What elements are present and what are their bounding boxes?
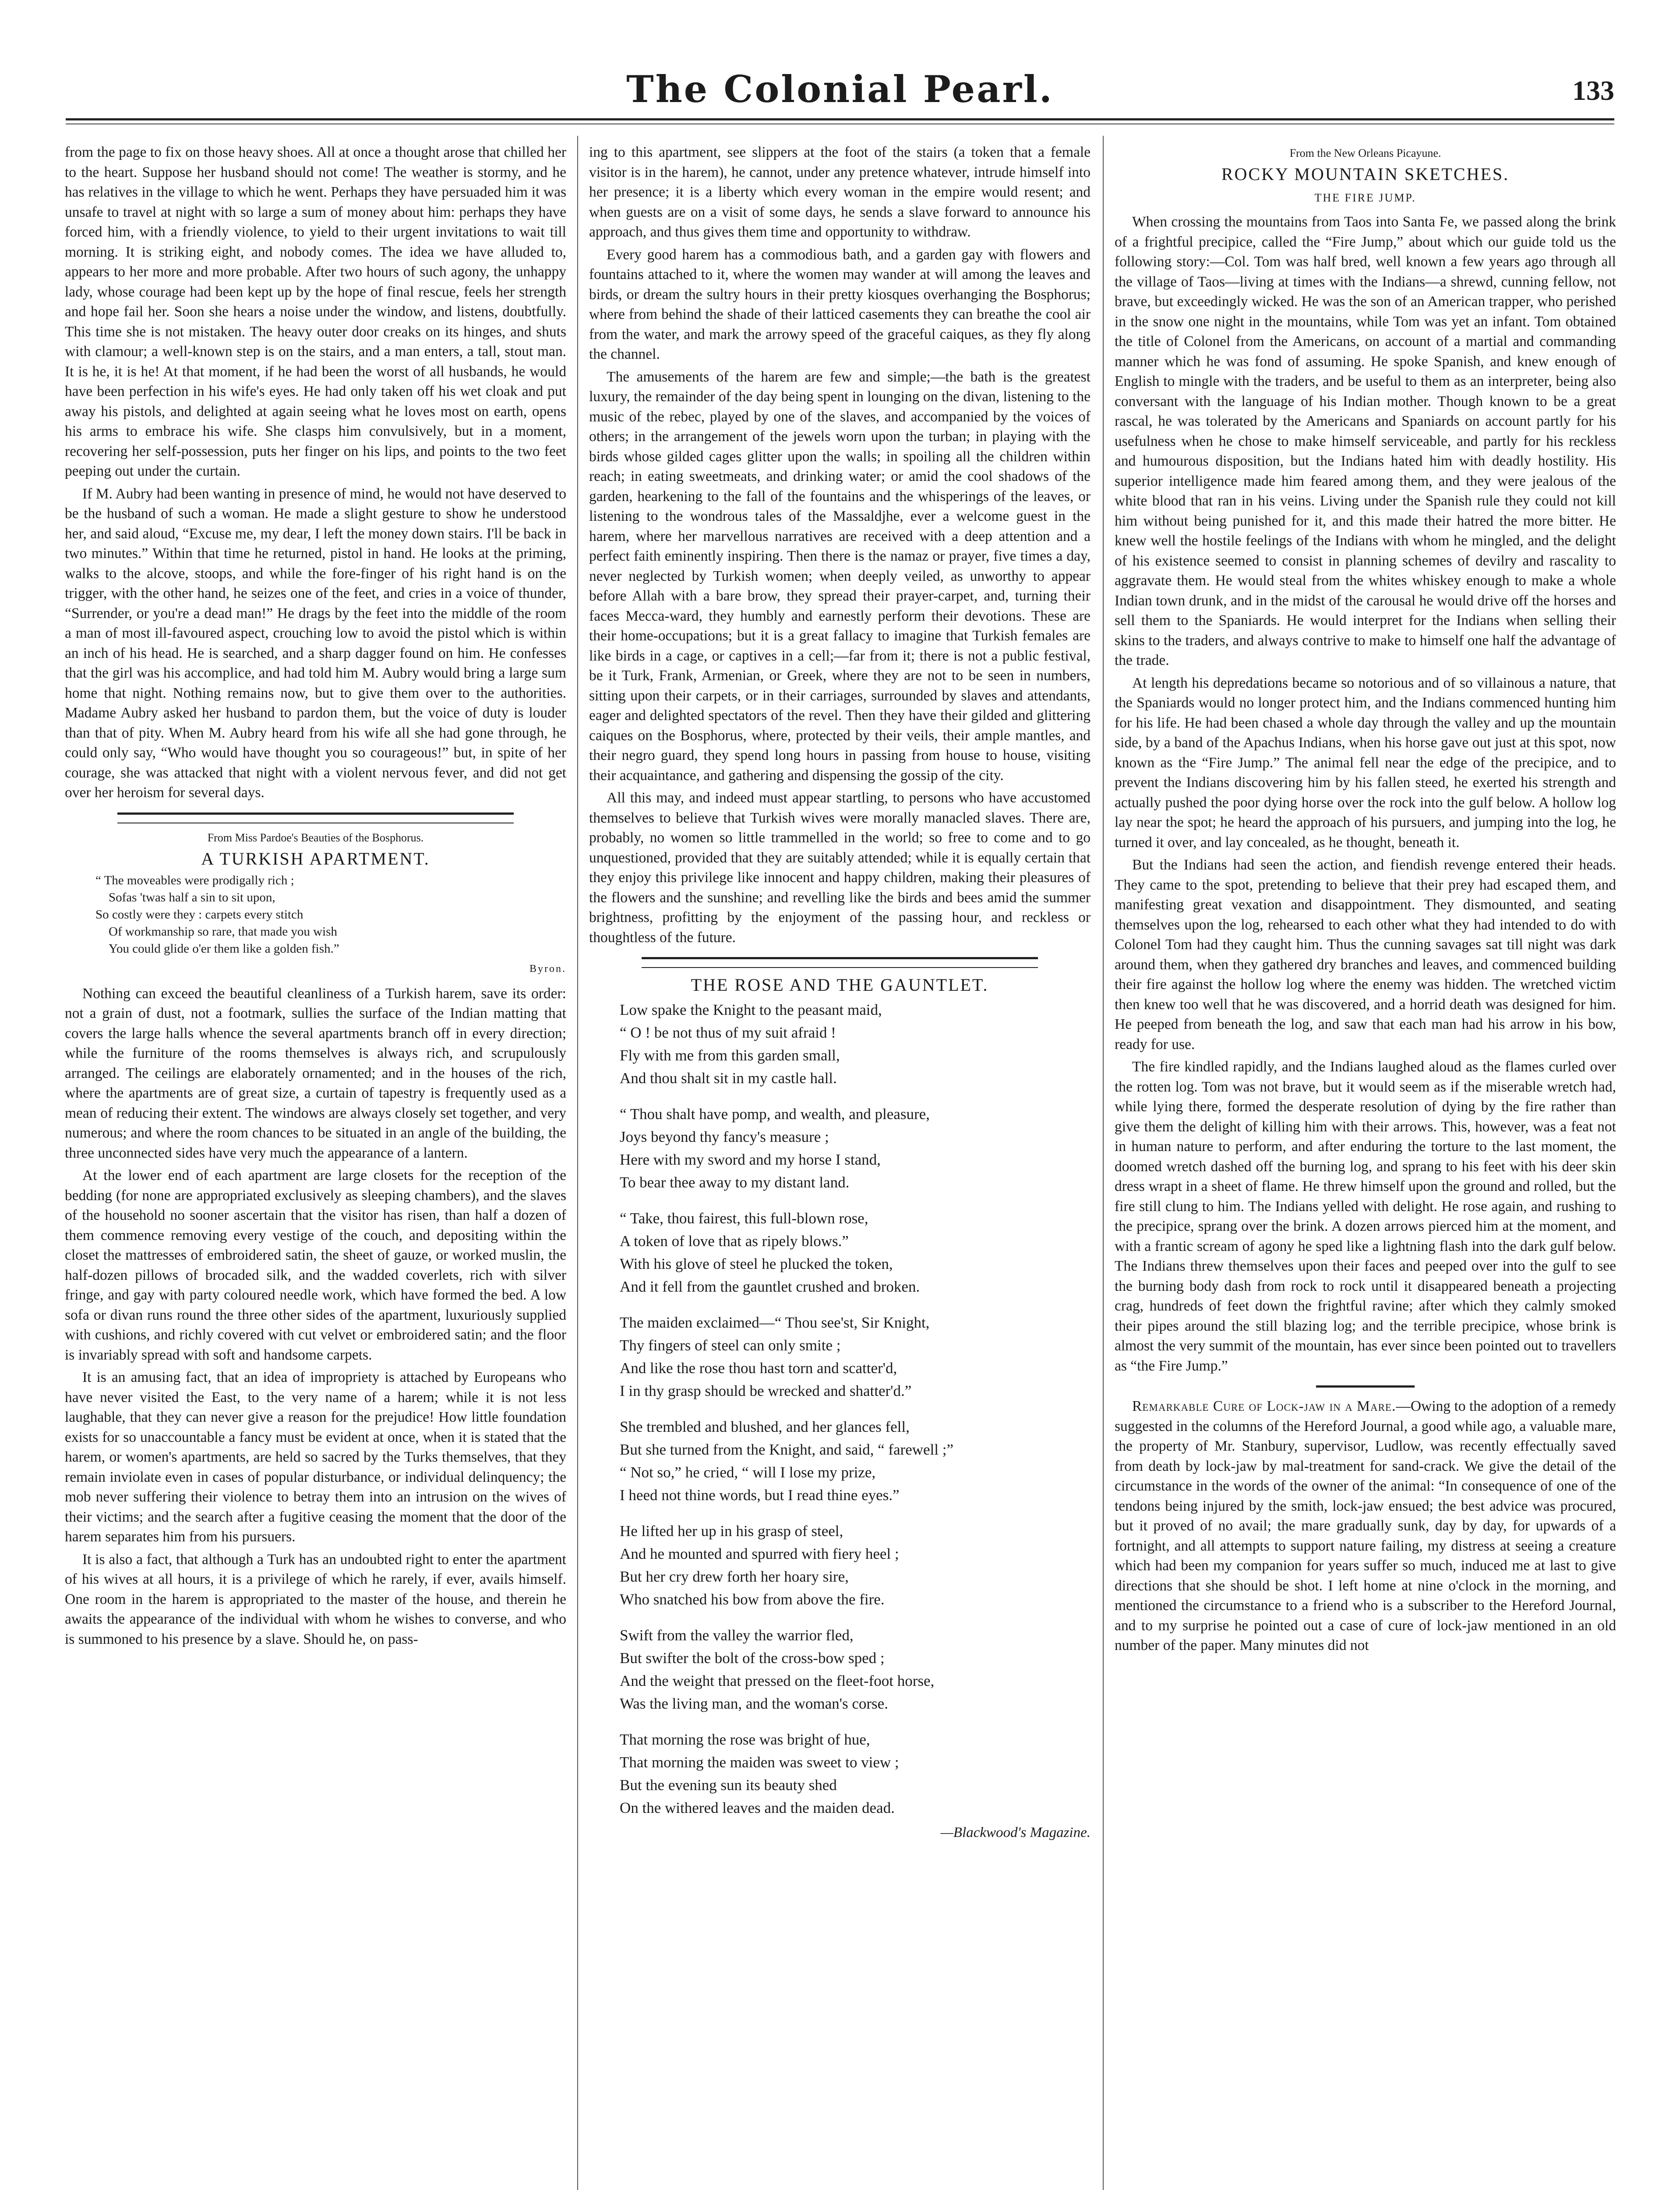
epigraph-line: Of workmanship so rare, that made you wish bbox=[109, 925, 337, 939]
poem-line: And like the rose thou hast torn and scatter'd, bbox=[620, 1359, 897, 1377]
column-1 bbox=[65, 142, 566, 2190]
poem-line: And the weight that pressed on the fleet-foot horse, bbox=[620, 1672, 935, 1689]
poem-line: That morning the maiden was sweet to view ; bbox=[620, 1753, 899, 1771]
article-paragraph bbox=[1115, 1396, 1616, 1656]
section-separator bbox=[642, 957, 1038, 968]
article-paragraph: When crossing the mountains from Taos into Santa Fe, we passed along the brink of a frightful precipice, called the “Fire Jump,” about which our guide told us the following story:—Col. Tom was half bred, well known a few years ago through all the village of Taos—living at times with the Indians—a shrewd, cunning fellow, not brave, but exceedingly wicked. He was the son of an American trapper, who perished in the snow one night in the mountains, while Tom was yet an infant. Tom obtained the title of Colonel from the Americans, on account of a martial and commanding manner which he was fond of assuming. He spoke Spanish, and knew enough of English to mingle with the traders, and be useful to them as an interpreter, being also conversant with the language of his Indian mother. Though known to be a great rascal, he was tolerated by the Americans and Spaniards on account partly for his usefulness when he chose to make himself serviceable, and partly for his reckless and humourous disposition, but the Indians hated him with deadly hostility. His superior intelligence made him feared among them, and they were jealous of the white blood that ran in his veins. Living under the Spanish rule they could not kill him without being punished for it, and this made their hatred the more bitter. He knew well the hostile feelings of the Indians with whom he mingled, and the delight of his existence seemed to consist in planning schemes of devilry and rascality to aggravate them. He would steal from the whites whiskey enough to make a whole Indian town drunk, and in the midst of the carousal he would drive off the horses and sell them to the Spaniards. He would interpret for the Indians when selling their skins to the traders, and always contrive to make to himself one half the advantage of the trade. bbox=[1115, 214, 1616, 668]
article-paragraph: Nothing can exceed the beautiful cleanliness of a Turkish harem, save its order: not a grain of dust, not a footmark, sullies the surface of the Indian matting that covers the large halls whence the several apartments branch off in every direction; while the furniture of the rooms themselves is always rich, and scrupulously arranged. The ceilings are elaborately ornamented; and in the houses of the rich, where the apartments are of great size, a curtain of tapestry is frequently used as a mean of reducing their extent. The windows are always closely set together, and very numerous; and where the room chances to be situated in an angle of the building, the three unconnected sides have very much the appearance of a lantern. bbox=[65, 985, 566, 1161]
article-source: From the New Orleans Picayune. bbox=[1289, 147, 1441, 159]
poem-line: Joys beyond thy fancy's measure ; bbox=[620, 1128, 829, 1145]
article-subtitle: THE FIRE JUMP. bbox=[1314, 191, 1416, 204]
poem-line: Here with my sword and my horse I stand, bbox=[620, 1151, 881, 1168]
article-text: —Owing to the adoption of a remedy suggested in the columns of the Hereford Journal, a good while ago, a valuable mare, the property of Mr. Stanbury, supervisor, Ludlow, was recently effectually saved from death by lock-jaw by mal-treatment for sand-crack. We give the detail of the circumstance in the words of the owner of the animal: “In consequence of one of the tendons being injured by the smith, lock-jaw ensued; the best advice was procured, but it proved of no avail; the mare gradually sunk, day by day, for upwards of a fortnight, and all attempts to support nature failing, my distress at seeing a creature which had been my companion for years suffer so much, induced me at last to give directions that she should be shot. I left home at nine o'clock in the morning, and mentioned the circumstance to a friend who is a subscriber to the Hereford Journal, and to my surprise he pointed out a case of cure of lock-jaw mentioned in an old number of the paper. Many minutes did not bbox=[1115, 1398, 1616, 1653]
poem-line: A token of love that as ripely blows.” bbox=[620, 1232, 849, 1250]
story-paragraph: from the page to fix on those heavy shoes. All at once a thought arose that chilled her to the heart. Suppose her husband should not come! The weather is stormy, and he has relatives in the village to which he went. Perhaps they have persuaded him it was unsafe to travel at night with so large a sum of money about him: perhaps they have forced him, with a friendly violence, to yield to their urgent invitations to wait till morning. It is striking eight, and nobody comes. The idea we have alluded to, appears to her more and more probable. After two hours of such agony, the unhappy lady, whose courage had been kept up by the hope of final rescue, feels her strength and hope fail her. Soon she hears a noise under the window, and listens, doubtfully. This time she is not mistaken. The heavy outer door creaks on its hinges, and shuts with clamour; a well-known step is on the stairs, and a man enters, a tall, stout man. It is he, it is he! At that moment, if he had been the worst of all husbands, he would have been perfection in his wife's eyes. He had only taken off his wet cloak and put away his pistols, and delighted at again seeing what he loves most on earth, opens his arms to embrace his wife. She clasps him convulsively, but in a moment, recovering her self-possession, puts her finger on his lips, and points to the two feet peeping out under the curtain. bbox=[65, 144, 566, 479]
section-separator bbox=[1316, 1385, 1415, 1389]
poem-line: Thy fingers of steel can only smite ; bbox=[620, 1336, 841, 1354]
story-paragraph: If M. Aubry had been wanting in presence of mind, he would not have deserved to be the husband of such a woman. He made a slight gesture to show he understood her, and said aloud, “Excuse me, my dear, I left the money down stairs. I'll be back in two minutes.” Within that time he returned, pistol in hand. He looks at the priming, walks to the alcove, stoops, and while the fore-finger of his right hand is on the trigger, with the other hand, he seizes one of the feet, and cries in a voice of thunder, “Surrender, or you're a dead man!” He drags by the feet into the middle of the room a man of most ill-favoured aspect, crouching low to avoid the pistol which is within an inch of his head. He is searched, and a sharp dagger found on him. He confesses that the girl was his accomplice, and had told him M. Aubry would bring a large sum home that night. Nothing remains now, but to give them over to the authorities. Madame Aubry asked her husband to pardon them, but the voice of duty is louder than that of pity. When M. Aubry heard from his wife all she had gone through, he could only say, “Who would have thought you so courageous!” but, in spite of her courage, she was attacked that night with a violent nervous fever, and did not get over her heroism for several days. bbox=[65, 485, 566, 801]
column-divider bbox=[577, 136, 578, 2190]
poem-line: And he mounted and spurred with fiery heel ; bbox=[620, 1545, 899, 1562]
poem-line: I in thy grasp should be wrecked and shatter'd.” bbox=[620, 1382, 912, 1399]
poem-line: On the withered leaves and the maiden dead. bbox=[620, 1799, 895, 1816]
poem-stanza bbox=[620, 1311, 1091, 1402]
poem-line: And it fell from the gauntlet crushed and broken. bbox=[620, 1278, 920, 1295]
poem-stanza bbox=[620, 1728, 1091, 1819]
poem-line: “ Not so,” he cried, “ will I lose my prize, bbox=[620, 1463, 876, 1481]
poem-stanza bbox=[620, 1520, 1091, 1611]
poem-line: Swift from the valley the warrior fled, bbox=[620, 1626, 854, 1644]
poem-title: THE ROSE AND THE GAUNTLET. bbox=[691, 975, 989, 995]
article-paragraph: The amusements of the harem are few and simple;—the bath is the greatest luxury, the remainder of the day being spent in lounging on the divan, listening to the music of the rebec, played by one of the slaves, and accompanied by the voices of others; in the arrangement of the jewels worn upon the turban; in playing with the birds whose gilded cages glitter upon the walls; in spoiling all the children within reach; in eating sweetmeats, and drinking water; or amid the cool shadows of the garden, hearkening to the fall of the fountains and the whisperings of the leaves, or listening to the wondrous tales of the Massaldjhe, ever a welcome guest in the harem, where her marvellous narratives are received with a deep attention and a perfect faith eminently inspiring. Then there is the namaz or prayer, five times a day, never neglected by Turkish women; when deeply veiled, as unworthy to appear before Allah with a bare brow, they spread their prayer-carpet, and, turning their faces Mecca-ward, they humbly and earnestly perform their devotions. These are their home-occupations; but it is a great fallacy to imagine that Turkish females are like birds in a cage, or captives in a cell;—far from it; there is not a public festival, be it Turk, Frank, Armenian, or Greek, where they are not to be seen in numbers, sitting upon their carpets, or in their carriages, surrounded by slaves and attendants, eager and delighted spectators of the revel. Then they have their gilded and glittering caiques on the Bosphorus, where, protected by their veils, their ample mantles, and their negro guard, they spend long hours in passing from house to house, visiting their acquaintance, and gathering and dispensing the gossip of the city. bbox=[589, 368, 1091, 784]
epigraph-line: You could glide o'er them like a golden fish.” bbox=[109, 942, 339, 956]
article-paragraph: Every good harem has a commodious bath, and a garden gay with flowers and fountains attached to it, where the women may wander at will among the leaves and birds, or dream the sultry hours in their pretty kiosques overhanging the Bosphorus; where from behind the shade of their latticed casements they can breathe the cool air from the water, and mark the arrowy speed of the graceful caiques, as they fly along the channel. bbox=[589, 246, 1091, 362]
page-number: 133 bbox=[1572, 75, 1614, 106]
poem-line: Low spake the Knight to the peasant maid, bbox=[620, 1001, 882, 1018]
epigraph-attribution: Byron. bbox=[529, 963, 566, 975]
poem-stanza bbox=[620, 1416, 1091, 1507]
masthead bbox=[66, 66, 1614, 120]
article-paragraph: At the lower end of each apartment are large closets for the reception of the bedding (for none are appropriated exclusively as sleeping chambers), and the slaves of the household no sooner ascertain that the visitor has risen, than half a dozen of them commence removing every vestige of the couch, and depositing within the closet the mattresses of embroidered satin, the sheet of gauze, or worked muslin, the half-dozen pillows of brocaded silk, and the wadded coverlets, rich with silver fringe, and gay with party coloured needle work, which have formed the bed. A low sofa or divan runs round the three other sides of the apartment, luxuriously supplied with cushions, and richly covered with cut velvet or embroidered satin; and the floor is invariably spread with soft and handsome carpets. bbox=[65, 1167, 566, 1363]
poem-line: I heed not thine words, but I read thine eyes.” bbox=[620, 1486, 900, 1504]
poem-line: “ O ! be not thus of my suit afraid ! bbox=[620, 1024, 836, 1041]
article-source: From Miss Pardoe's Beauties of the Bosphorus. bbox=[207, 831, 424, 844]
article-paragraph: All this may, and indeed must appear startling, to persons who have accustomed themselves to believe that Turkish wives were morally manacled slaves. There are, probably, no women so little trammelled in the world; so free to come and to go unquestioned, provided that they are suitably attended; while it is equally certain that they enjoy this privilege like innocent and happy children, making their pleasures of the flowers and the sunshine; and revelling like the birds and bees amid the summer brightness, profitting by the enjoyment of the passing hour, and reckless or thoughtless of the future. bbox=[589, 790, 1091, 946]
poem-stanza bbox=[620, 999, 1091, 1090]
epigraph bbox=[95, 872, 566, 957]
epigraph-line: Sofas 'twas half a sin to sit upon, bbox=[109, 890, 275, 904]
poem-line: Fly with me from this garden small, bbox=[620, 1046, 840, 1064]
poem-line: But swifter the bolt of the cross-bow sped ; bbox=[620, 1649, 885, 1667]
poem-line: And thou shalt sit in my castle hall. bbox=[620, 1069, 837, 1087]
article-title: ROCKY MOUNTAIN SKETCHES. bbox=[1221, 164, 1510, 184]
article-paragraph: At length his depredations became so notorious and of so villainous a nature, that the Spaniards would no longer protect him, and the Indians commenced hunting him for his life. He had been chased a whole day through the valley and up the mountain side, by a band of the Apachus Indians, when his horse gave out just at this spot, now known as the “Fire Jump.” The animal fell near the edge of the precipice, and to prevent the Indians discovering him by his fallen steed, he exerted his strength and actually pushed the poor dying horse over the rock into the gulf below. A hollow log lay near the spot; he heard the approach of his pursuers, and jumping into the log, he turned it over, and lay concealed, as he thought, beneath it. bbox=[1115, 675, 1616, 851]
column-2 bbox=[589, 142, 1091, 2190]
poem-line: But she turned from the Knight, and said, “ farewell ;” bbox=[620, 1441, 954, 1458]
epigraph-line: So costly were they : carpets every stitch bbox=[95, 908, 304, 922]
poem-line: But her cry drew forth her hoary sire, bbox=[620, 1568, 849, 1585]
poem-attribution: —Blackwood's Magazine. bbox=[940, 1824, 1091, 1840]
poem-line: The maiden exclaimed—“ Thou see'st, Sir Knight, bbox=[620, 1314, 930, 1331]
section-separator bbox=[117, 812, 514, 823]
article-paragraph: The fire kindled rapidly, and the Indians laughed aloud as the flames curled over the rotten log. Tom was not brave, but it would seem as if the miserable wretch had, while lying there, formed the desperate resolution of dying by the fire rather than give them the delight of killing him with their arrows. This, however, was a feat not in human nature to perform, and after enduring the torture to the last moment, the doomed wretch dashed off the burning log, and sprang to his feet with his deer skin dress wrapt in a sheet of flame. He threw himself upon the ground and rolled, but the fire still clung to him. The Indians yelled with delight. He rose again, and rushing to the precipice, sprang over the brink. A dozen arrows pierced him at the moment, and with a frantic scream of agony he sped like a lightning flash into the dark gulf below. The Indians threw themselves upon their faces and peeped over into the gulf to see the burning body dash from rock to rock until it disappeared beneath a projecting crag, hundreds of feet down the frightful ravine; after which they calmly smoked their pipes around the still blazing log; and the terrible precipice, whose brink is almost the very summit of the mountain, has ever since been pointed out to travellers as “the Fire Jump.” bbox=[1115, 1059, 1616, 1374]
poem-stanza bbox=[620, 1624, 1091, 1715]
poem-stanza bbox=[620, 1207, 1091, 1298]
poem-line: To bear thee away to my distant land. bbox=[620, 1173, 850, 1191]
article-runin-heading: Remarkable Cure of Lock-jaw in a Mare. bbox=[1132, 1398, 1396, 1414]
article-paragraph: ing to this apartment, see slippers at the foot of the stairs (a token that a female visitor is in the harem), he cannot, under any pretence whatever, intrude himself into her presence; it is a liberty which every woman in the empire would resent; and when guests are on a visit of some days, he sends a slave forward to announce his approach, and thus gives them time and opportunity to withdraw. bbox=[589, 144, 1091, 240]
poem-stanza bbox=[620, 1103, 1091, 1194]
poem-line: “ Thou shalt have pomp, and wealth, and pleasure, bbox=[620, 1105, 930, 1123]
article-title: A TURKISH APARTMENT. bbox=[201, 848, 430, 869]
poem-line: With his glove of steel he plucked the token, bbox=[620, 1255, 893, 1272]
column-3 bbox=[1115, 142, 1616, 2190]
newspaper-title: The Colonial Pearl. bbox=[626, 67, 1054, 111]
poem-line: That morning the rose was bright of hue, bbox=[620, 1731, 870, 1748]
epigraph-line: “ The moveables were prodigally rich ; bbox=[95, 873, 294, 887]
poem-line: Who snatched his bow from above the fire. bbox=[620, 1590, 885, 1608]
poem-line: But the evening sun its beauty shed bbox=[620, 1776, 837, 1794]
article-paragraph: But the Indians had seen the action, and fiendish revenge entered their heads. They came to the spot, pretending to believe that their prey had escaped them, and manifesting great vexation and disappointment. They dismounted, and seating themselves upon the log, rehearsed to each other what they had intended to do with Colonel Tom had they caught him. Thus the cunning savages sat till night was dark around them, when they gathered dry branches and leaves, and commenced building their fire against the hollow log where the enemy was hidden. The wretched victim then knew too well that he was discovered, and a horrid death was designed for him. He peeped from beneath the log, and saw that each man had his arrow in his bow, ready for use. bbox=[1115, 857, 1616, 1053]
article-paragraph: It is also a fact, that although a Turk has an undoubted right to enter the apartment of his wives at all hours, it is a privilege of which he rarely, if ever, avails himself. One room in the harem is appropriated to the master of the house, and therein he awaits the appearance of the individual with whom he wishes to converse, and who is summoned to his presence by a slave. Should he, on pass- bbox=[65, 1551, 566, 1647]
poem-line: He lifted her up in his grasp of steel, bbox=[620, 1522, 844, 1540]
poem-line: “ Take, thou fairest, this full-blown rose, bbox=[620, 1209, 868, 1227]
article-paragraph: It is an amusing fact, that an idea of impropriety is attached by Europeans who have never visited the East, to the very name of a harem; while it is not less laughable, that they can never give a reason for the prejudice! How little foundation exists for so unaccountable a fancy must be evident at once, when it is stated that the harem, or women's apartments, are held so sacred by the Turks themselves, that they remain inviolate even in cases of popular disturbance, or individual delinquency; the mob never suffering their violence to betray them into an intrusion on the wives of their victims; and the search after a fugitive ceasing the moment that the door of the harem separates him from his pursuers. bbox=[65, 1369, 566, 1545]
column-divider bbox=[1103, 136, 1104, 2190]
poem-line: Was the living man, and the woman's corse. bbox=[620, 1695, 888, 1712]
poem-line: She trembled and blushed, and her glances fell, bbox=[620, 1418, 910, 1435]
